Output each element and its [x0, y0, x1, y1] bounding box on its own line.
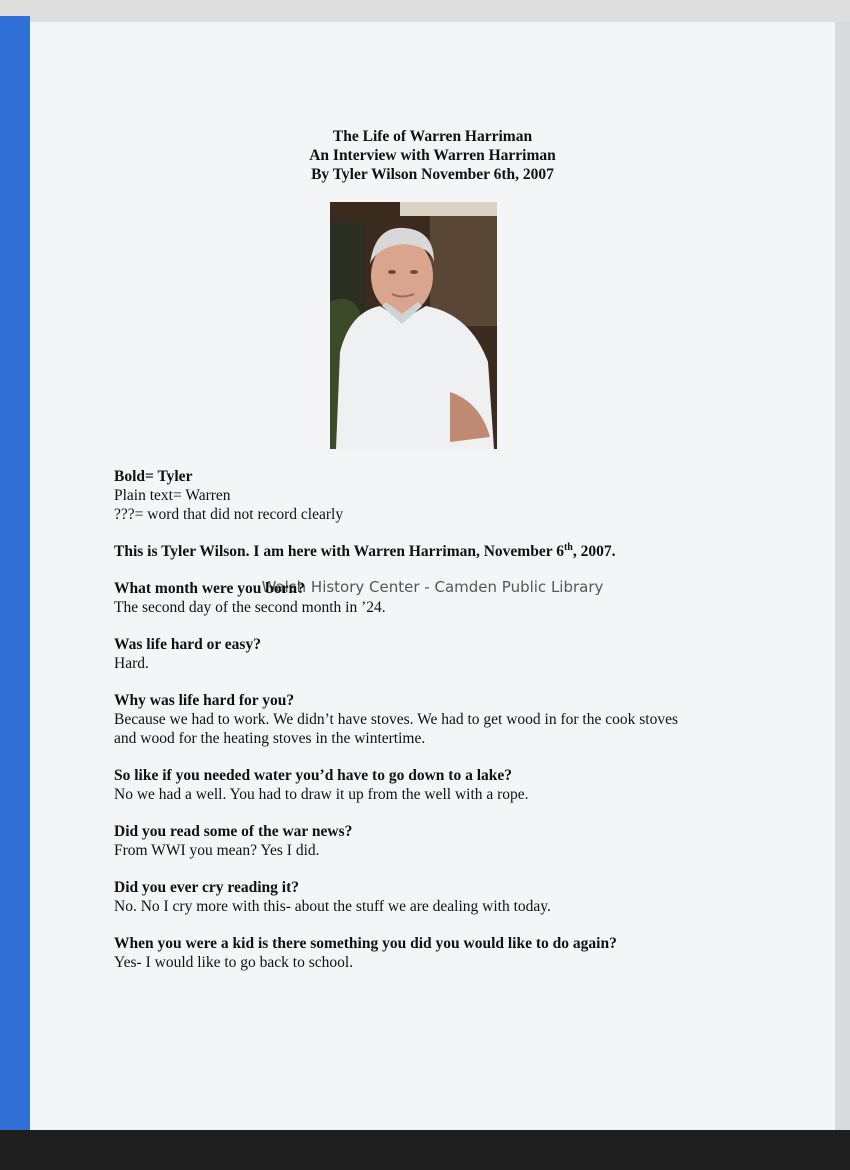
- document-byline: By Tyler Wilson November 6th, 2007: [311, 166, 554, 183]
- answer: No. No I cry more with this- about the stuff we are dealing with today.: [114, 898, 551, 915]
- intro-ordinal: th: [563, 541, 573, 553]
- intro-statement: [114, 542, 794, 561]
- legend-plain: Plain text= Warren: [114, 487, 231, 504]
- scan-right-edge: [835, 22, 850, 1130]
- answer: No we had a well. You had to draw it up from the well with a rope.: [114, 786, 529, 803]
- answer: Because we had to work. We didn’t have stoves. We had to get wood in for the cook stoves and wood for the heating stoves in the wintertime.: [114, 711, 678, 747]
- portrait-photo: [330, 202, 497, 449]
- document-header: [30, 127, 835, 184]
- scan-top-edge: [0, 0, 850, 22]
- answer: Hard.: [114, 655, 149, 672]
- legend-unclear: ???= word that did not record clearly: [114, 506, 344, 523]
- scan-bottom-edge: [0, 1130, 850, 1170]
- qa-item: [114, 766, 794, 804]
- qa-item: [114, 934, 794, 972]
- document-title: The Life of Warren Harriman: [332, 128, 533, 145]
- qa-item: [114, 822, 794, 860]
- qa-item: [114, 579, 794, 617]
- question: Did you read some of the war news?: [114, 823, 353, 840]
- library-watermark: Walsh History Center - Camden Public Library: [261, 578, 604, 596]
- qa-item: [114, 878, 794, 916]
- answer: From WWI you mean? Yes I did.: [114, 842, 320, 859]
- question: Why was life hard for you?: [114, 692, 295, 709]
- document-subtitle: An Interview with Warren Harriman: [309, 147, 556, 164]
- document-page: [30, 22, 835, 1130]
- intro-end: , 2007.: [572, 543, 616, 560]
- answer: The second day of the second month in ’24.: [114, 599, 386, 616]
- interview-body: [114, 467, 794, 972]
- question: When you were a kid is there something you did you would like to do again?: [114, 935, 617, 952]
- binder-spine: [0, 16, 30, 1130]
- question: What month were you born?: [114, 580, 305, 597]
- question: Was life hard or easy?: [114, 636, 261, 653]
- portrait-photo-icon: [330, 202, 497, 449]
- question: Did you ever cry reading it?: [114, 879, 299, 896]
- qa-item: [114, 691, 794, 748]
- qa-item: [114, 635, 794, 673]
- answer: Yes- I would like to go back to school.: [114, 954, 354, 971]
- legend-bold: Bold= Tyler: [114, 468, 193, 485]
- question: So like if you needed water you’d have to go down to a lake?: [114, 767, 512, 784]
- intro-text: This is Tyler Wilson. I am here with Warren Harriman, November 6: [114, 543, 564, 560]
